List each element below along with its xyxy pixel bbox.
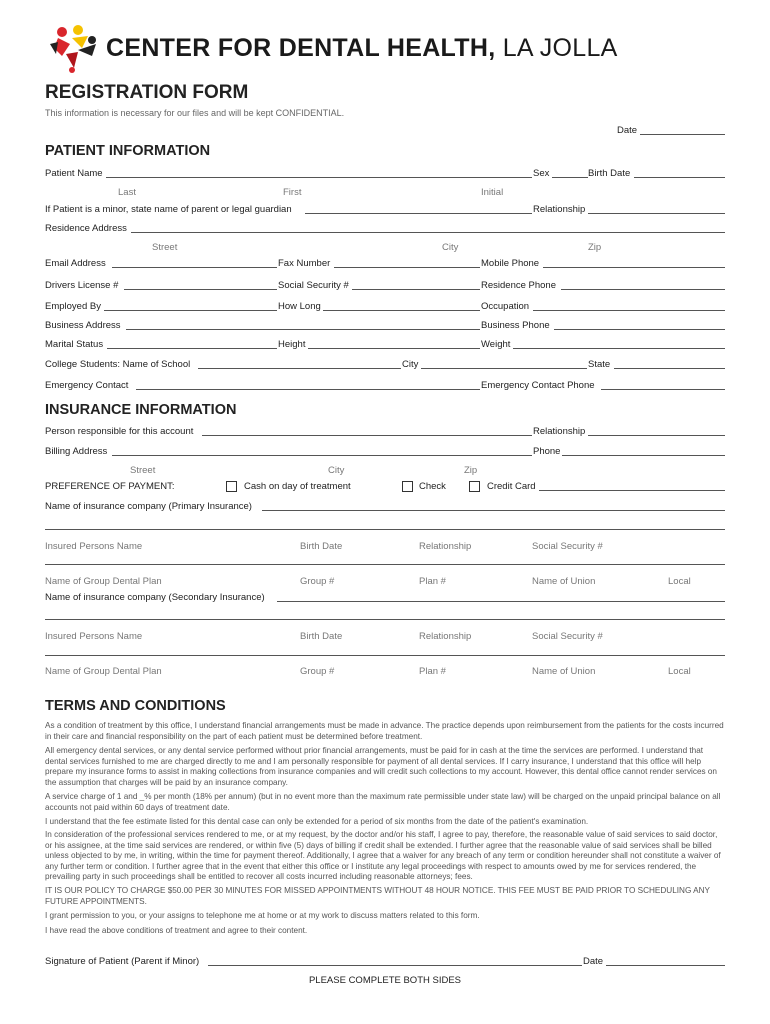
terms-para-8: I have read the above conditions of treatment and agree to their content. bbox=[45, 926, 308, 935]
email-label: Email Address bbox=[45, 258, 106, 269]
form-title: REGISTRATION FORM bbox=[45, 82, 249, 103]
employed-by-field[interactable] bbox=[104, 310, 277, 311]
fax-label: Fax Number bbox=[278, 258, 331, 269]
signature-label: Signature of Patient (Parent if Minor) bbox=[45, 956, 200, 967]
secondary-group-plan-sub: Name of Group Dental Plan bbox=[45, 666, 162, 677]
sex-field[interactable] bbox=[552, 177, 588, 178]
terms-para-3: A service charge of 1 and _% per month (18% per annum) (but in no event more than the maximum rate permissible under state law) will be charged on the unpaid principal balance on all accounts not paid within 60 days of treatment date. bbox=[45, 792, 721, 812]
college-state-field[interactable] bbox=[614, 368, 725, 369]
secondary-company-field[interactable] bbox=[277, 601, 725, 602]
secondary-relationship-sub: Relationship bbox=[419, 631, 472, 642]
secondary-local-sub: Local bbox=[668, 666, 691, 677]
first-name-sub: First bbox=[283, 187, 302, 198]
initial-sub: Initial bbox=[481, 187, 504, 198]
primary-birth-date-sub: Birth Date bbox=[300, 541, 343, 552]
secondary-plan-sub: Plan # bbox=[419, 666, 446, 677]
fax-field[interactable] bbox=[334, 267, 480, 268]
mobile-label: Mobile Phone bbox=[481, 258, 540, 269]
ssn-field[interactable] bbox=[352, 289, 480, 290]
clinic-logo bbox=[48, 24, 102, 74]
emergency-contact-field[interactable] bbox=[136, 389, 480, 390]
terms-para-2: All emergency dental services, or any dental service performed without prior financial arrangements, must be paid for in cash at the time the services are performed. I understand that dental services furnished to me are charged directly to me and I am personally responsible for payment of all dental services. If I carry insurance, I understand that this office will help prepare my insurance forms to assist in making collections from insurance companies and will credit such collections to my account. However, this dental office cannot render services on the assumption that charges will be paid by an insurance company. bbox=[45, 746, 717, 787]
emergency-phone-label: Emergency Contact Phone bbox=[481, 380, 595, 391]
patient-name-field[interactable] bbox=[106, 177, 532, 178]
cash-checkbox[interactable] bbox=[226, 481, 237, 492]
college-state-label: State bbox=[588, 359, 611, 370]
weight-field[interactable] bbox=[513, 348, 725, 349]
check-label: Check bbox=[419, 481, 446, 492]
emergency-contact-label: Emergency Contact bbox=[45, 380, 129, 391]
billing-address-field[interactable] bbox=[112, 455, 532, 456]
marital-status-label: Marital Status bbox=[45, 339, 104, 350]
marital-status-field[interactable] bbox=[107, 348, 277, 349]
confidential-note: This information is necessary for our files and will be kept CONFIDENTIAL. bbox=[45, 108, 345, 118]
secondary-company-label: Name of insurance company (Secondary Insurance) bbox=[45, 592, 265, 603]
billing-street-sub: Street bbox=[130, 465, 156, 476]
residence-address-label: Residence Address bbox=[45, 223, 127, 234]
occupation-field[interactable] bbox=[533, 310, 725, 311]
last-name-sub: Last bbox=[118, 187, 136, 198]
secondary-ssn-sub: Social Security # bbox=[532, 631, 603, 642]
insurance-info-heading: INSURANCE INFORMATION bbox=[45, 402, 237, 418]
date-field[interactable] bbox=[640, 134, 725, 135]
primary-plan-sub: Plan # bbox=[419, 576, 446, 587]
terms-para-7: I grant permission to you, or your assigns to telephone me at home or at my work to discuss matters related to this form. bbox=[45, 911, 480, 920]
clinic-name-light: LA JOLLA bbox=[502, 34, 618, 62]
terms-para-4: I understand that the fee estimate listed for this dental case can only be extended for a period of six months from the date of the patient's examination. bbox=[45, 817, 589, 826]
residence-phone-field[interactable] bbox=[561, 289, 725, 290]
relationship-field[interactable] bbox=[588, 213, 725, 214]
payment-pref-label: PREFERENCE OF PAYMENT: bbox=[45, 481, 175, 492]
primary-company-label: Name of insurance company (Primary Insurance) bbox=[45, 501, 252, 512]
occupation-label: Occupation bbox=[481, 301, 530, 312]
secondary-extra-line[interactable] bbox=[45, 619, 725, 620]
credit-card-checkbox[interactable] bbox=[469, 481, 480, 492]
residence-address-field[interactable] bbox=[131, 232, 725, 233]
business-address-field[interactable] bbox=[126, 329, 480, 330]
terms-para-1: As a condition of treatment by this office, I understand financial arrangements must be made in advance. The practice depends upon reimbursement from the patients for the costs incurred in their care and financial responsibility on the part of each patient must be determined before treatment. bbox=[45, 721, 724, 741]
secondary-group-sub: Group # bbox=[300, 666, 335, 677]
secondary-birth-date-sub: Birth Date bbox=[300, 631, 343, 642]
how-long-label: How Long bbox=[278, 301, 321, 312]
guardian-field[interactable] bbox=[305, 213, 532, 214]
footer-note: PLEASE COMPLETE BOTH SIDES bbox=[308, 975, 462, 986]
signature-field[interactable] bbox=[208, 965, 582, 966]
relationship-label: Relationship bbox=[533, 204, 586, 215]
secondary-group-line[interactable] bbox=[45, 655, 725, 656]
drivers-license-field[interactable] bbox=[124, 289, 277, 290]
credit-card-field[interactable] bbox=[539, 490, 725, 491]
secondary-union-sub: Name of Union bbox=[532, 666, 596, 677]
date-label: Date bbox=[617, 125, 638, 136]
mobile-field[interactable] bbox=[543, 267, 725, 268]
primary-extra-line[interactable] bbox=[45, 529, 725, 530]
billing-city-sub: City bbox=[328, 465, 345, 476]
residence-phone-label: Residence Phone bbox=[481, 280, 556, 291]
primary-group-sub: Group # bbox=[300, 576, 335, 587]
birth-date-field[interactable] bbox=[634, 177, 725, 178]
business-address-label: Business Address bbox=[45, 320, 121, 331]
primary-insured-name-sub: Insured Persons Name bbox=[45, 541, 143, 552]
secondary-insured-name-sub: Insured Persons Name bbox=[45, 631, 143, 642]
terms-para-6: IT IS OUR POLICY TO CHARGE $50.00 PER 30 MINUTES FOR MISSED APPOINTMENTS WITHOUT 48 HOUR NOTICE. THIS FEE MUST BE PAID PRIOR TO SCHEDULING ANY FUTURE APPOINTMENTS. bbox=[45, 886, 710, 906]
clinic-name-bold: CENTER FOR DENTAL HEALTH, bbox=[106, 34, 496, 62]
sex-label: Sex bbox=[533, 168, 550, 179]
patient-info-heading: PATIENT INFORMATION bbox=[45, 143, 211, 159]
emergency-phone-field[interactable] bbox=[601, 389, 725, 390]
primary-union-sub: Name of Union bbox=[532, 576, 596, 587]
employed-by-label: Employed By bbox=[45, 301, 101, 312]
city-sub: City bbox=[442, 242, 459, 253]
signature-date-field[interactable] bbox=[606, 965, 725, 966]
ssn-label: Social Security # bbox=[278, 280, 349, 291]
college-city-field[interactable] bbox=[421, 368, 587, 369]
birth-date-label: Birth Date bbox=[588, 168, 631, 179]
primary-relationship-sub: Relationship bbox=[419, 541, 472, 552]
check-checkbox[interactable] bbox=[402, 481, 413, 492]
person-responsible-field[interactable] bbox=[202, 435, 532, 436]
college-school-field[interactable] bbox=[198, 368, 401, 369]
primary-group-plan-sub: Name of Group Dental Plan bbox=[45, 576, 162, 587]
ins-relationship-field[interactable] bbox=[588, 435, 725, 436]
terms-heading: TERMS AND CONDITIONS bbox=[45, 698, 226, 714]
drivers-license-label: Drivers License # bbox=[45, 280, 119, 291]
college-city-label: City bbox=[402, 359, 419, 370]
billing-zip-sub: Zip bbox=[464, 465, 478, 476]
billing-phone-label: Phone bbox=[533, 446, 561, 457]
ins-relationship-label: Relationship bbox=[533, 426, 586, 437]
email-field[interactable] bbox=[112, 267, 277, 268]
primary-ssn-sub: Social Security # bbox=[532, 541, 603, 552]
street-sub: Street bbox=[152, 242, 178, 253]
primary-local-sub: Local bbox=[668, 576, 691, 587]
how-long-field[interactable] bbox=[323, 310, 480, 311]
terms-para-5: In consideration of the professional services rendered to me, or at my request, by the doctor and/or his staff, I agree to pay, therefore, the reasonable value of said services to said doctor, or his assignee, at the time said services are rendered, or within five (5) days of billing if credit shall be extended. I further agree that the reasonable value of said services shall be billed unless objected to by me, in writing, within the time for payment thereof. Additionally, I agree that a waiver for any breach of any term or condition hereunder shall not constitute a waiver of any further term or condition. I further agree that in the event that either this office or I institute any legal proceedings with respect to amounts owed by me for services rendered, the prevailing party in such proceedings shall be entitled to recover all costs incurred including reasonable attorneys; fees. bbox=[45, 830, 721, 881]
clinic-name bbox=[106, 34, 618, 63]
signature-date-label: Date bbox=[583, 956, 604, 967]
primary-company-field[interactable] bbox=[262, 510, 725, 511]
height-label: Height bbox=[278, 339, 306, 350]
weight-label: Weight bbox=[481, 339, 511, 350]
business-phone-field[interactable] bbox=[554, 329, 725, 330]
patient-name-label: Patient Name bbox=[45, 168, 103, 179]
person-responsible-label: Person responsible for this account bbox=[45, 426, 194, 437]
primary-group-line[interactable] bbox=[45, 564, 725, 565]
college-school-label: College Students: Name of School bbox=[45, 359, 191, 370]
cash-label: Cash on day of treatment bbox=[244, 481, 351, 492]
guardian-label: If Patient is a minor, state name of parent or legal guardian bbox=[45, 204, 292, 215]
business-phone-label: Business Phone bbox=[481, 320, 550, 331]
billing-phone-field[interactable] bbox=[562, 455, 725, 456]
billing-address-label: Billing Address bbox=[45, 446, 108, 457]
zip-sub: Zip bbox=[588, 242, 602, 253]
credit-card-label: Credit Card bbox=[487, 481, 536, 492]
height-field[interactable] bbox=[308, 348, 480, 349]
